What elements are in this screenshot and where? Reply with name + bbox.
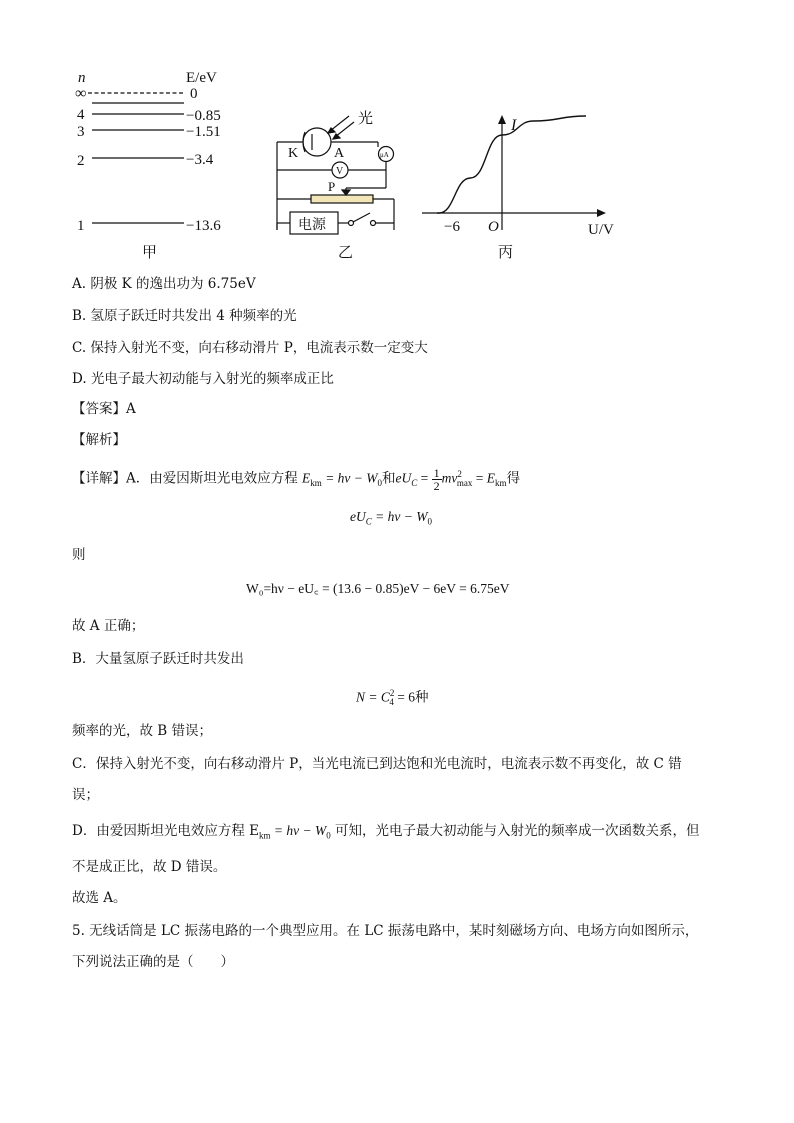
caption-bing: 丙 — [498, 245, 514, 261]
eq1-end: 得 — [506, 470, 521, 487]
caption-yi: 乙 — [338, 245, 354, 261]
anode-label: A — [334, 146, 345, 161]
question-5-line-2: 下列说法正确的是（ ） — [72, 954, 234, 970]
eq1-b-eq: = — [417, 470, 432, 486]
eq1-mv-sup: 2 — [457, 469, 462, 479]
level-e-4: −0.85 — [186, 108, 221, 124]
caption-jia: 甲 — [142, 245, 158, 261]
circuit-labels — [288, 110, 389, 261]
answer-tag: 【答案】 — [72, 401, 126, 417]
question-5-line-1: 5. 无线话筒是 LC 振荡电路的一个典型应用。在 LC 振荡电路中，某时刻磁场方向、电场方向如图所示， — [72, 923, 699, 939]
choose-line: 故选 A。 — [72, 890, 127, 906]
energy-level-diagram — [75, 70, 221, 261]
eq1-sub: km — [310, 478, 322, 489]
answer-value: A — [126, 401, 136, 417]
eq1-and: 和 — [382, 470, 396, 487]
eq1-mv-sub: max — [456, 478, 473, 489]
cutoff-voltage-label: −6 — [444, 219, 460, 235]
word-ze: 则 — [72, 547, 86, 563]
d-line-2: 不是成正比，故 D 错误。 — [72, 859, 227, 875]
eq1-mv: mv — [441, 470, 458, 486]
level-n-inf: ∞ — [75, 85, 87, 102]
detail-tag: 【详解】 — [72, 470, 126, 487]
level-n-3: 3 — [77, 124, 85, 140]
figure-row — [60, 60, 640, 270]
equation-2: $eU_C = h\nu - W_0$ — [350, 509, 432, 527]
photocell — [303, 128, 331, 156]
rheostat — [311, 195, 373, 203]
eq1-rhs: = hν − W — [321, 470, 378, 486]
fraction-half: $\frac{1}{2}$ — [433, 465, 440, 493]
cathode-label: K — [288, 146, 299, 161]
option-d: D. 光电子最大初动能与入射光的频率成正比 — [72, 371, 334, 387]
analysis-tag: 【解析】 — [72, 432, 126, 448]
ammeter-label: μA — [380, 151, 389, 159]
iu-graph — [422, 115, 614, 261]
eq1-lhs: E — [302, 470, 311, 486]
level-e-inf: 0 — [190, 86, 198, 102]
y-axis-label: I — [511, 117, 517, 134]
voltmeter-label: V — [336, 166, 344, 177]
detail-intro: A．由爱因斯坦光电效应方程 — [126, 470, 298, 487]
axis-n-label: n — [78, 70, 86, 86]
source-label: 电源 — [298, 218, 326, 233]
answer-line — [72, 400, 136, 418]
x-axis-label: U/V — [588, 222, 614, 238]
slider-label: P — [328, 179, 336, 194]
equation-3: W₀=hν − eU꜀ = (13.6 − 0.85)eV − 6eV = 6.75eV — [246, 581, 510, 596]
level-e-1: −13.6 — [186, 218, 221, 234]
light-label: 光 — [358, 111, 374, 127]
level-e-2: −3.4 — [186, 152, 214, 168]
axis-e-label: E/eV — [186, 70, 217, 86]
c-line-1: C．保持入射光不变，向右移动滑片 P，当光电流已到达饱和光电流时，电流表示数不再变化，故 C 错 — [72, 756, 682, 772]
level-e-3: −1.51 — [186, 124, 221, 140]
level-n-1: 1 — [77, 218, 85, 234]
detail-line-1: 【详解】A．由爱因斯坦光电效应方程 $E_{km} = h\nu - W_0$和$eU_C$ = $\frac{1}{2}$ $mv^2_{max} = E_{km}$得 — [72, 465, 521, 493]
option-a: A. 阴极 K 的逸出功为 6.75eV — [72, 276, 256, 292]
b-wrong: 频率的光，故 B 错误； — [72, 723, 213, 739]
level-n-4: 4 — [77, 107, 85, 123]
equation-4: $N = C^2_4 = 6$种 — [356, 688, 429, 708]
level-n-2: 2 — [77, 153, 85, 169]
b-intro: B．大量氢原子跃迁时共发出 — [72, 651, 244, 667]
c-line-2: 误； — [72, 787, 99, 803]
d-line-1: D．由爱因斯坦光电效应方程 $E_{km} = h\nu - W_0$ 可知，光电子最大初动能与入射光的频率成一次函数关系，但 — [72, 823, 700, 841]
eq1-b: eU — [395, 470, 412, 486]
eq1-b-sub: C — [411, 478, 418, 489]
option-b: B. 氢原子跃迁时共发出 4 种频率的光 — [72, 308, 297, 324]
a-correct: 故 A 正确； — [72, 618, 145, 634]
origin-label: O — [488, 219, 499, 235]
option-c: C. 保持入射光不变，向右移动滑片 P，电流表示数一定变大 — [72, 340, 428, 356]
